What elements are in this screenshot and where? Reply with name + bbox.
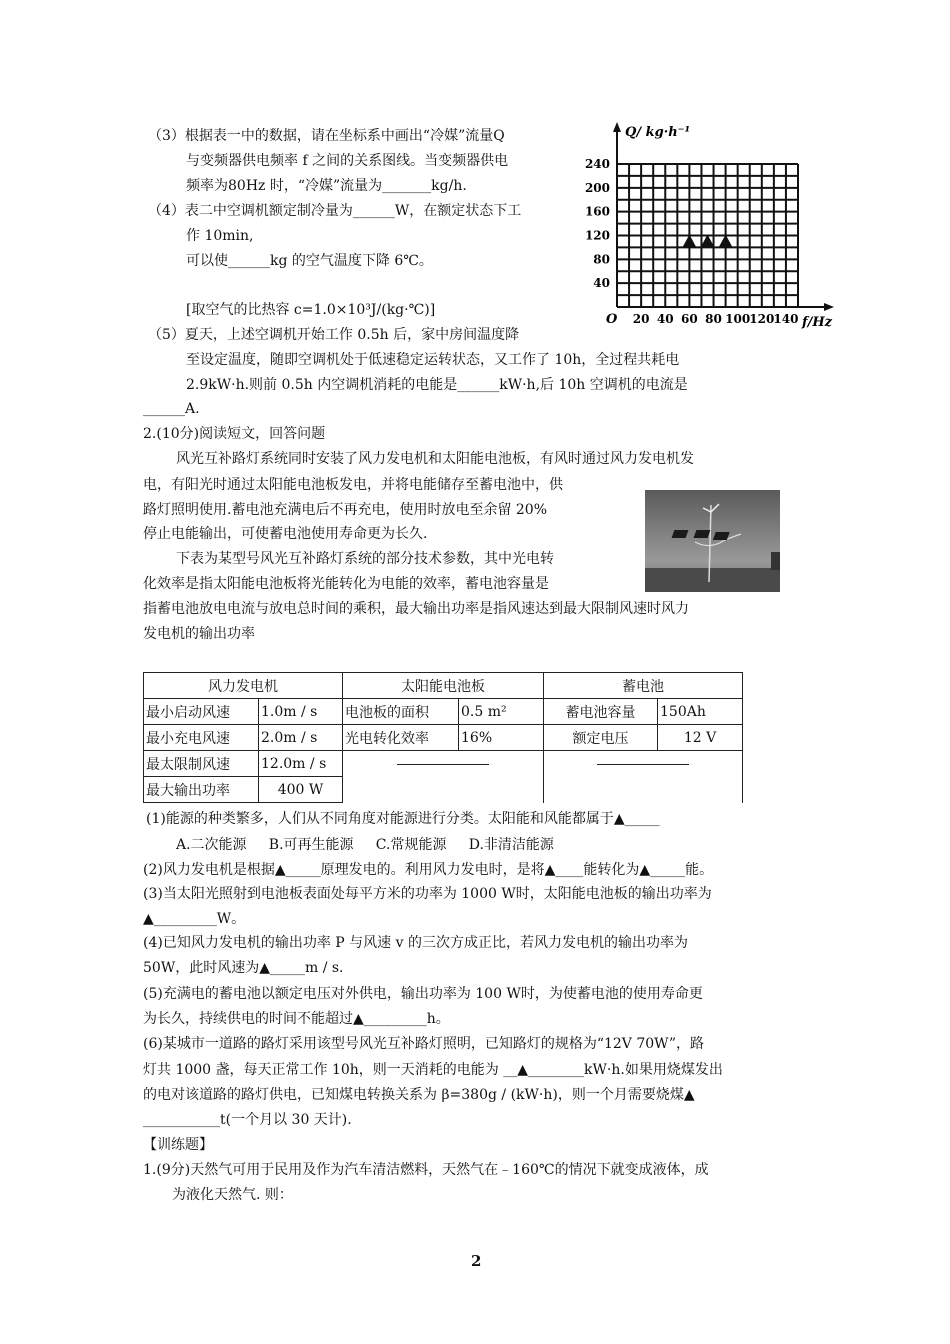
cell: 1.0m / s <box>259 699 343 725</box>
blank-line <box>397 764 489 765</box>
q1-line: 2.9kW·h.则前 0.5h 内空调机消耗的电能是______kW·h,后 10h 空调机的电流是 <box>186 377 688 393</box>
y-tick-label: 160 <box>584 204 610 219</box>
question-6: ___________t(一个月以 30 天计). <box>143 1112 352 1128</box>
street-light-photo <box>645 490 780 592</box>
x-tick-label: 100 <box>725 312 751 326</box>
header-wind: 风力发电机 <box>144 673 343 699</box>
q1-line: [取空气的比热容 c=1.0×10³J/(kg·℃)] <box>186 302 436 318</box>
training-question-1: 为液化天然气. 则： <box>172 1187 293 1203</box>
question-3: (3)当太阳光照射到电池板表面处每平方米的功率为 1000 W时，太阳能电池板的输出功率为 <box>143 886 712 902</box>
q1-line: 与变频器供电频率 f 之间的关系图线。当变频器供电 <box>186 153 509 169</box>
y-tick-label: 200 <box>584 180 610 195</box>
header-battery: 蓄电池 <box>544 673 743 699</box>
cell: 最小启动风速 <box>144 699 259 725</box>
table-row <box>144 725 743 751</box>
question-4: 50W，此时风速为▲_____m / s. <box>143 960 344 976</box>
x-axis-label: f/Hz <box>802 315 833 330</box>
x-tick-label: 120 <box>749 312 775 326</box>
question-3: ▲_________W。 <box>143 911 246 927</box>
question-1-options: A.二次能源 B.可再生能源 C.常规能源 D.非清洁能源 <box>176 837 554 853</box>
cell: 12 V <box>658 725 743 751</box>
q2-title: 2.(10分)阅读短文，回答问题 <box>143 426 326 442</box>
y-tick-label: 40 <box>593 276 610 291</box>
specs-table <box>143 672 743 803</box>
y-tick-label: 120 <box>584 228 610 243</box>
question-2: (2)风力发电机是根据▲_____原理发电的。利用风力发电时，是将▲____能转化为▲_____能。 <box>143 862 714 878</box>
x-tick-label: 40 <box>656 312 674 326</box>
origin-label: O <box>606 312 618 327</box>
q2-paragraph-line: 发电机的输出功率 <box>143 626 255 642</box>
q1-line: 可以使______kg 的空气温度下降 6℃。 <box>186 253 433 269</box>
page-number: 2 <box>471 1252 482 1270</box>
cell: 最太限制风速 <box>144 751 259 777</box>
table-header-row <box>144 673 743 699</box>
blank-line <box>597 764 689 765</box>
q1-line: ______A. <box>143 401 200 417</box>
q2-paragraph-line: 化效率是指太阳能电池板将光能转化为电能的效率，蓄电池容量是 <box>143 576 549 592</box>
q2-paragraph-line: 路灯照明使用.蓄电池充满电后不再充电，使用时放电至余留 20% <box>143 502 548 518</box>
cell: 150Ah <box>658 699 743 725</box>
cell: 2.0m / s <box>259 725 343 751</box>
cell: 蓄电池容量 <box>544 699 658 725</box>
q1-line: （5）夏天，上述空调机开始工作 0.5h 后，家中房间温度降 <box>148 327 520 343</box>
cell: 光电转化效率 <box>343 725 459 751</box>
training-question-1: 1.(9分)天然气可用于民用及作为汽车清洁燃料，天然气在﹣160℃的情况下就变成液体，成 <box>143 1162 709 1178</box>
q1-line: 至设定温度，随即空调机处于低速稳定运转状态，又工作了 10h，全过程共耗电 <box>186 352 680 368</box>
q1-line: 作 10min, <box>186 228 254 244</box>
question-4: (4)已知风力发电机的输出功率 P 与风速 v 的三次方成正比，若风力发电机的输出功率为 <box>143 935 688 951</box>
q2-paragraph-line: 指蓄电池放电电流与放电总时间的乘积，最大输出功率是指风速达到最大限制风速时风力 <box>143 601 689 617</box>
q2-paragraph-line: 电，有阳光时通过太阳能电池板发电，并将电能储存至蓄电池中，供 <box>143 477 563 493</box>
q2-paragraph-line: 下表为某型号风光互补路灯系统的部分技术参数，其中光电转 <box>176 551 554 567</box>
y-tick-label: 80 <box>593 252 610 267</box>
x-tick-label: 60 <box>681 312 698 326</box>
x-tick-label: 140 <box>773 312 799 326</box>
x-axis-arrow <box>824 303 834 311</box>
q1-line: （3）根据表一中的数据，请在坐标系中画出“冷媒”流量Q <box>148 128 505 144</box>
q1-line: （4）表二中空调机额定制冷量为______W，在额定状态下工 <box>148 203 522 219</box>
y-axis-arrow <box>613 122 621 132</box>
question-1: (1)能源的种类繁多，人们从不同角度对能源进行分类。太阳能和风能都属于▲_____ <box>146 811 660 827</box>
cell: 最小充电风速 <box>144 725 259 751</box>
question-6: 灯共 1000 盏，每天正常工作 10h，则一天消耗的电能为 __▲________kW·h.如果用烧煤发出 <box>143 1062 723 1078</box>
header-solar: 太阳能电池板 <box>343 673 544 699</box>
q1-line: 频率为80Hz 时，“冷媒”流量为_______kg/h. <box>186 178 467 194</box>
table-row <box>144 699 743 725</box>
empty-cell-battery <box>544 751 743 803</box>
question-6: (6)某城市一道路的路灯采用该型号风光互补路灯照明，已知路灯的规格为“12V 70W”，路 <box>143 1036 704 1052</box>
cell: 电池板的面积 <box>343 699 459 725</box>
question-5: 为长久，持续供电的时间不能超过▲_________h。 <box>143 1011 450 1027</box>
cell: 400 W <box>259 777 343 803</box>
empty-cell-solar <box>343 751 544 803</box>
x-tick-label: 80 <box>705 312 722 326</box>
q2-paragraph-line: 风光互补路灯系统同时安装了风力发电机和太阳能电池板，有风时通过风力发电机发 <box>176 451 694 467</box>
cell: 额定电压 <box>544 725 658 751</box>
flow-frequency-grid-chart <box>580 122 840 337</box>
q2-paragraph-line: 停止电能输出，可使蓄电池使用寿命更为长久. <box>143 526 428 542</box>
cell: 12.0m / s <box>259 751 343 777</box>
table-row <box>144 751 743 777</box>
cell: 0.5 m² <box>459 699 544 725</box>
question-5: (5)充满电的蓄电池以额定电压对外供电，输出功率为 100 W时，为使蓄电池的使用寿命更 <box>143 986 703 1002</box>
x-tick-label: 20 <box>632 312 650 326</box>
training-heading: 【训练题】 <box>143 1137 213 1153</box>
cell: 16% <box>459 725 544 751</box>
question-6: 的电对该道路的路灯供电，已知煤电转换关系为 β=380g / (kW·h)，则一个月需要烧煤▲ <box>143 1087 695 1103</box>
y-tick-label: 240 <box>584 157 610 171</box>
y-axis-label: Q/ kg·h⁻¹ <box>625 125 691 140</box>
cell: 最大输出功率 <box>144 777 259 803</box>
